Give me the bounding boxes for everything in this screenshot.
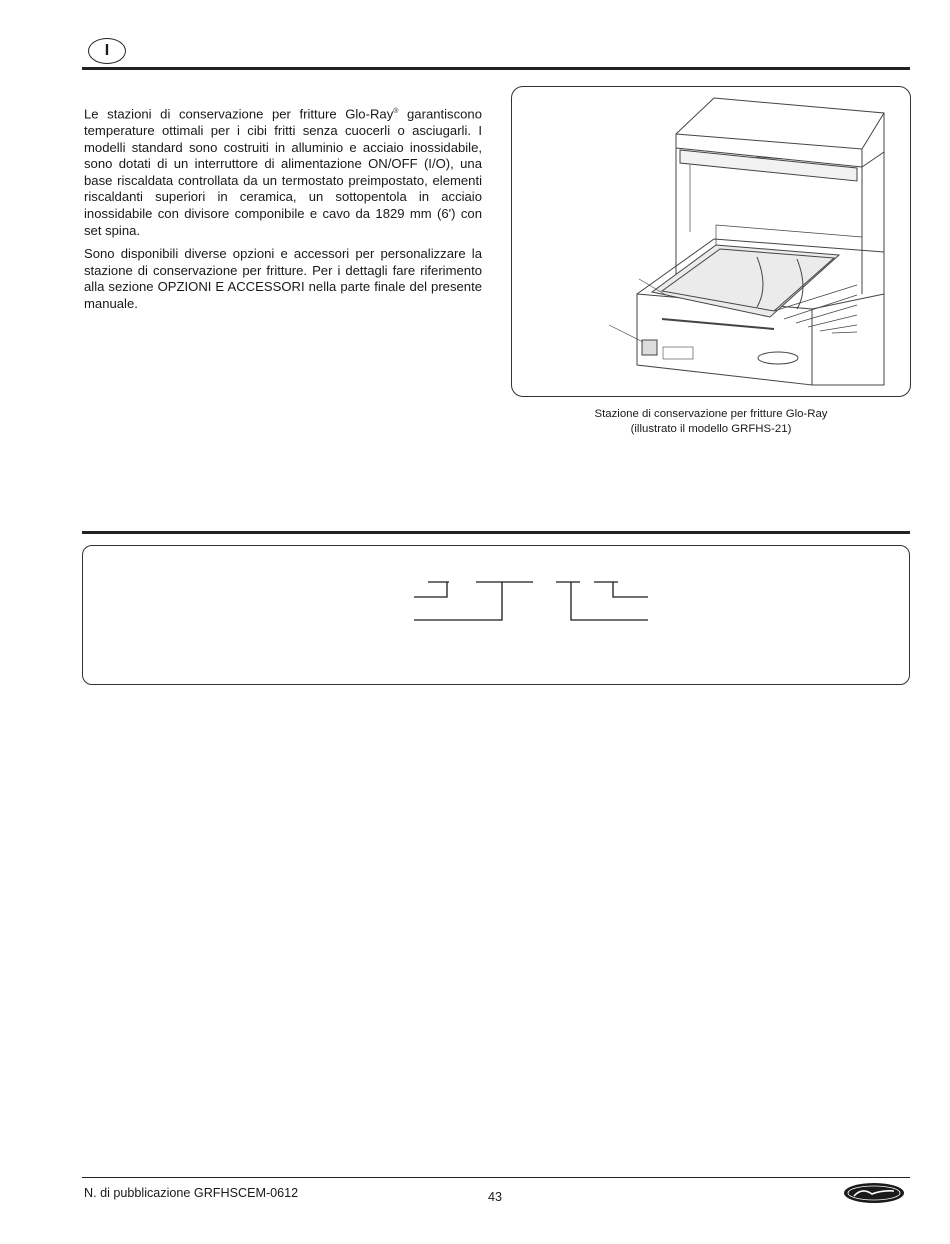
caption-line-2: (illustrato il modello GRFHS-21)	[630, 422, 792, 435]
footer-rule	[82, 1177, 910, 1178]
section-rule	[82, 531, 910, 534]
product-figure	[511, 86, 911, 397]
hatco-logo	[842, 1181, 906, 1205]
figure-caption	[511, 407, 911, 436]
page-number: 43	[488, 1190, 503, 1204]
intro-text	[84, 104, 482, 319]
language-badge	[88, 38, 126, 64]
intro-p1-rest: garantiscono temperature ottimali per i cibi fritti senza cuocerli o asciugarli. I modelli standard sono costruiti in alluminio e acciaio inossidabile, sono dotati di un interruttore di alimentazione ON/OFF (I/O), una base riscaldata controllata da un termostato preimpostato, elementi riscaldanti superiori in ceramica, un sottopentola in acciaio inossidabile con divisore componibile e cavo da 1829 mm (6') con set spina.	[84, 106, 482, 238]
intro-paragraph-1	[84, 104, 482, 239]
model-designation-box	[82, 545, 910, 685]
hatco-logo-mark	[842, 1181, 906, 1205]
caption-line-1: Stazione di conservazione per fritture Glo-Ray	[594, 408, 828, 420]
fry-holding-station-drawing	[512, 87, 910, 396]
language-badge-label: I	[104, 42, 110, 59]
registered-mark: ®	[393, 108, 399, 115]
intro-p1-start: Le stazioni di conservazione per fritture Glo-Ray	[84, 106, 394, 122]
model-designation-diagram	[83, 546, 909, 684]
header-rule	[82, 67, 910, 70]
publication-number: N. di pubblicazione GRFHSCEM-0612	[84, 1186, 299, 1200]
intro-paragraph-2: Sono disponibili diverse opzioni e accessori per personalizzare la stazione di conservazione per fritture. Per i dettagli fare riferimento alla sezione OPZIONI E ACCESSORI nella parte finale del presente manuale.	[84, 246, 482, 311]
